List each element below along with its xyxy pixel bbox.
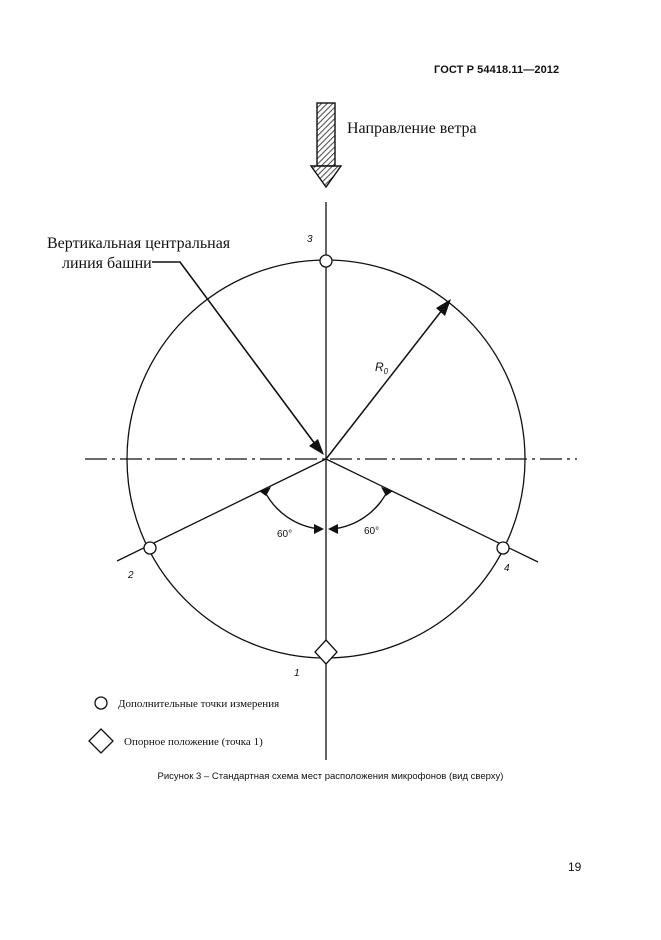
wind-direction-arrow: [311, 103, 341, 187]
radius-arrow: [326, 299, 451, 459]
angle-left-label: 60°: [277, 529, 293, 540]
point-2-label: 2: [128, 570, 134, 581]
point-3-label: 3: [307, 234, 313, 245]
legend: [89, 697, 279, 753]
page-number: 19: [568, 860, 582, 874]
angle-arc-right: [328, 487, 393, 534]
legend-additional-points: Дополнительные точки измерения: [118, 698, 280, 710]
tower-axis-leader: [152, 262, 324, 455]
standard-number: ГОСТ Р 54418.11—2012: [434, 64, 560, 76]
point-4-label: 4: [504, 563, 510, 574]
legend-reference-position: Опорное положение (точка 1): [124, 736, 263, 748]
legend-circle-icon: [95, 697, 107, 709]
tower-axis-label-line1: Вертикальная центральная: [47, 235, 231, 252]
reference-point-1: [315, 640, 337, 664]
measurement-point-3: [320, 255, 332, 267]
legend-diamond-icon: [89, 729, 113, 753]
wind-direction-label: Направление ветра: [347, 120, 477, 137]
tower-axis-label-line2: линия башни: [62, 255, 152, 272]
point-1-label: 1: [294, 668, 300, 679]
angle-right-label: 60°: [364, 526, 380, 537]
measurement-point-4: [497, 542, 509, 554]
radius-label: $R_0$: [375, 360, 389, 376]
angle-arc-left: [259, 487, 324, 534]
measurement-point-2: [144, 542, 156, 554]
figure-caption: Рисунок 3 – Стандартная схема мест расположения микрофонов (вид сверху): [157, 771, 504, 782]
